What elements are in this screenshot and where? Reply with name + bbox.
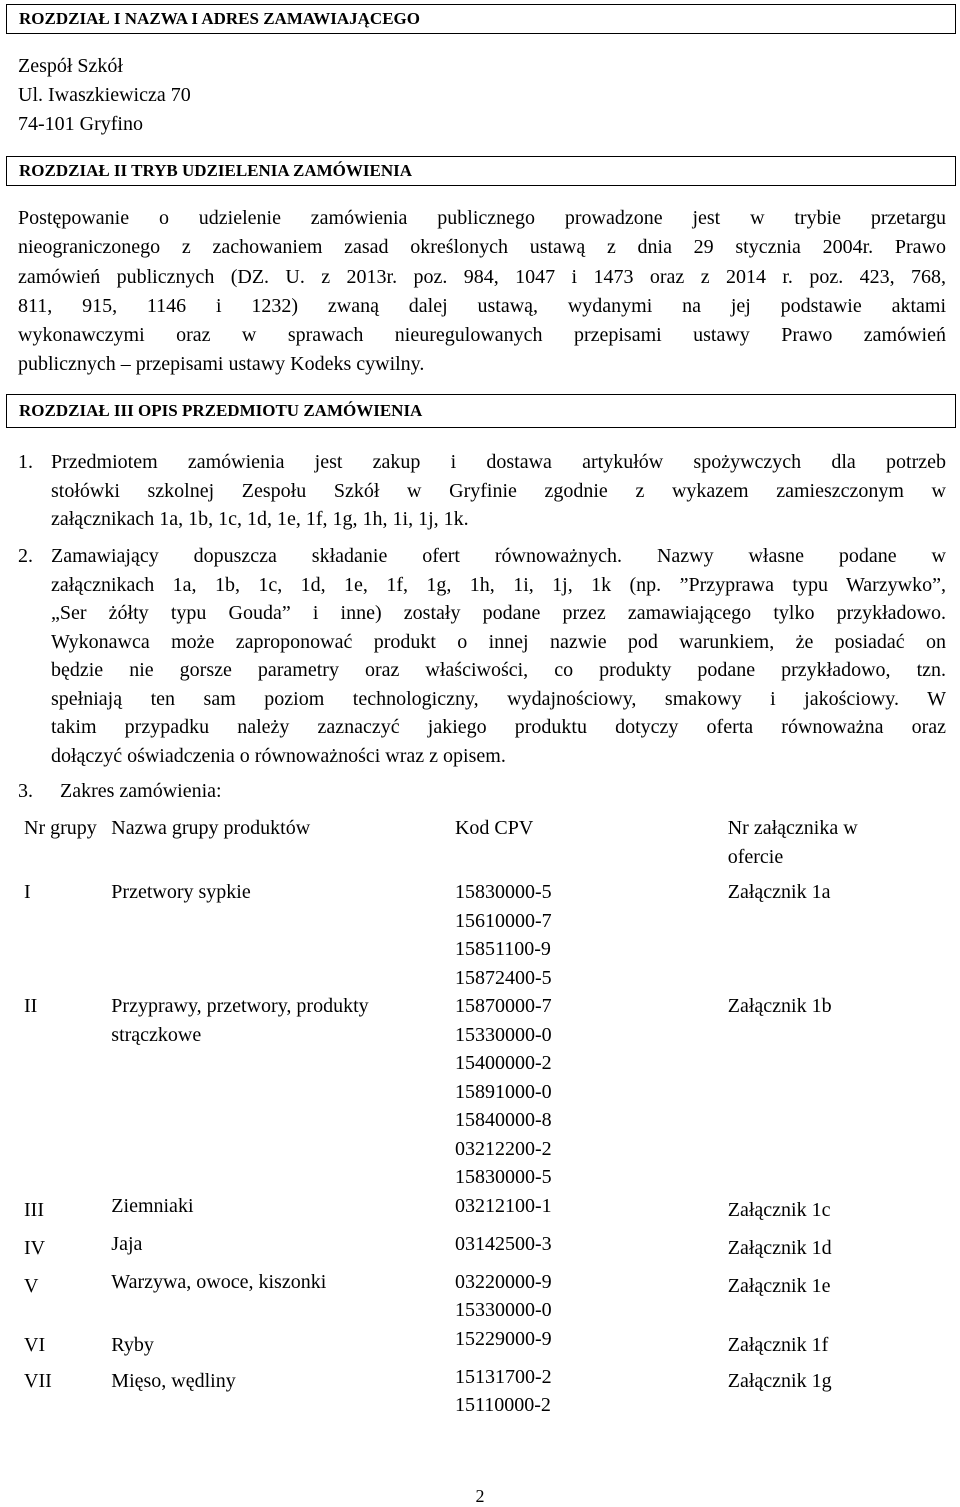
cell-zalacznik: Załącznik 1a [727, 881, 831, 903]
cell-nr: III [24, 1198, 44, 1221]
paragraph-line: nieograniczonego z zachowaniem zasad określonych ustawą z dnia 29 stycznia 2004r. Prawo [18, 236, 946, 259]
address-line: 74-101 Gryfino [18, 113, 143, 135]
cell-cpv [455, 878, 728, 992]
cell-zalacznik: Załącznik 1c [727, 1198, 831, 1221]
list-line: Zakres zamówienia: [60, 780, 222, 802]
header-kod-cpv: Kod CPV [454, 817, 534, 839]
header-nr-grupy: Nr grupy [24, 817, 97, 839]
list-line: załącznikach 1a, 1b, 1c, 1d, 1e, 1f, 1g, 1h, 1i, 1j, 1k (np. ”Przyprawa typu Warzywko”, [51, 573, 946, 596]
cell-zalacznik: Załącznik 1d [727, 1236, 832, 1259]
cell-zalacznik: Załącznik 1f [727, 1333, 829, 1356]
cell-name: Przetwory sypkie [111, 881, 251, 903]
address-line: Zespół Szkół [18, 55, 123, 77]
section1-header: ROZDZIAŁ I NAZWA I ADRES ZAMAWIAJĄCEGO [6, 4, 956, 34]
list-item-2 [18, 545, 946, 773]
table-row [14, 992, 914, 1192]
list-line: dołączyć oświadczenia o równoważności wraz z opisem. [51, 744, 506, 767]
cell-nr: VII [24, 1369, 52, 1392]
cpv-code: 15830000-5 [454, 881, 552, 903]
list-number: 2. [18, 545, 33, 567]
cell-cpv [455, 1363, 728, 1420]
table-row [14, 1230, 914, 1268]
list-line: stołówki szkolnej Zespołu Szkół w Gryfinie zgodnie z wykazem zamieszczonym w [51, 479, 946, 502]
cpv-code: 15330000-0 [454, 1023, 552, 1046]
section2-header: ROZDZIAŁ II TRYB UDZIELENIA ZAMÓWIENIA [6, 156, 956, 186]
list-line: załącznikach 1a, 1b, 1c, 1d, 1e, 1f, 1g, 1h, 1i, 1j, 1k. [51, 508, 469, 530]
header-nr-zalacznika: Nr załącznika w ofercie [727, 817, 858, 868]
cell-name: Ziemniaki [111, 1194, 194, 1217]
cpv-code: 03212200-2 [454, 1137, 552, 1160]
paragraph-line: 811, 915, 1146 i 1232) zwaną dalej ustawą, wydanymi na jej podstawie aktami [18, 294, 946, 317]
page-number: 2 [475, 1486, 485, 1506]
cpv-code: 15131700-2 [454, 1365, 552, 1388]
header-nazwa-grupy: Nazwa grupy produktów [111, 817, 311, 839]
cell-cpv [455, 1268, 728, 1325]
address-line: Ul. Iwaszkiewicza 70 [18, 84, 191, 106]
cpv-code: 15229000-9 [454, 1327, 552, 1350]
cpv-code: 15891000-0 [454, 1080, 552, 1103]
cell-name: Przyprawy, przetwory, produkty strączkowe [111, 995, 369, 1046]
cpv-code: 15830000-5 [454, 1166, 552, 1188]
cell-cpv [455, 992, 728, 1192]
list-line: Przedmiotem zamówienia jest zakup i dostawa artykułów spożywczych dla potrzeb [51, 451, 946, 473]
cpv-code: 15400000-2 [454, 1052, 552, 1074]
list-item-3 [18, 780, 946, 809]
cpv-code: 15872400-5 [454, 966, 552, 989]
cpv-code: 03220000-9 [454, 1270, 552, 1293]
cell-cpv [455, 1192, 728, 1230]
cell-name: Jaja [111, 1232, 143, 1255]
list-line: takim przypadku należy zaznaczyć jakiego produktu dotyczy oferta równoważna oraz [51, 716, 946, 738]
table-row [14, 1268, 914, 1325]
list-line: Zamawiający dopuszcza składanie ofert równoważnych. Nazwy własne podane w [51, 545, 946, 567]
cell-name: Ryby [111, 1333, 154, 1356]
cpv-code: 15330000-0 [454, 1299, 552, 1321]
list-number: 3. [18, 780, 33, 802]
cell-nr: VI [24, 1333, 46, 1356]
paragraph-line: zamówień publicznych (DZ. U. z 2013r. poz. 984, 1047 i 1473 oraz z 2014 r. poz. 423, 768, [18, 265, 946, 288]
section3-header: ROZDZIAŁ III OPIS PRZEDMIOTU ZAMÓWIENIA [6, 394, 956, 428]
cell-nr: II [24, 995, 38, 1017]
list-number: 1. [18, 451, 33, 473]
list-line: „Ser żółty typu Gouda” i inne) zostały podane przez zamawiającego tylko przykładowo. [51, 602, 946, 624]
cpv-code: 15851100-9 [454, 938, 551, 960]
table-header-row [14, 814, 914, 878]
cell-nr: I [24, 881, 31, 903]
table-row [14, 1325, 914, 1363]
list-line: Wykonawca może zaproponować produkt o innej nazwie pod warunkiem, że posiadać on [51, 630, 946, 653]
address-block [18, 52, 191, 139]
cell-name: Warzywa, owoce, kiszonki [111, 1270, 327, 1293]
cell-name: Mięso, wędliny [111, 1369, 236, 1392]
list-line: będzie nie gorsze parametry oraz właściwości, co produkty podane przykładowo, tzn. [51, 659, 946, 681]
paragraph-line: publicznych – przepisami ustawy Kodeks cywilny. [18, 353, 425, 376]
cpv-code: 15110000-2 [454, 1394, 551, 1416]
table-row [14, 1192, 914, 1230]
table-row [14, 878, 914, 992]
cell-cpv [455, 1230, 728, 1268]
list-line: spełniają ten sam poziom technologiczny, wydajnościowy, smakowy i jakościowy. W [51, 687, 946, 710]
cell-zalacznik: Załącznik 1g [727, 1369, 832, 1392]
product-groups-table [14, 814, 914, 1420]
cell-nr: V [24, 1274, 39, 1297]
procedure-paragraph [18, 204, 946, 380]
cpv-code: 03212100-1 [454, 1194, 552, 1217]
cell-zalacznik: Załącznik 1b [727, 995, 832, 1017]
cell-nr: IV [24, 1236, 46, 1259]
table-row [14, 1363, 914, 1420]
paragraph-line: Postępowanie o udzielenie zamówienia publicznego prowadzone jest w trybie przetargu [18, 207, 946, 229]
cpv-code: 03142500-3 [454, 1232, 552, 1255]
list-item-1 [18, 451, 946, 537]
cpv-code: 15610000-7 [454, 909, 552, 932]
cell-zalacznik: Załącznik 1e [727, 1274, 831, 1297]
cell-cpv [455, 1325, 728, 1363]
paragraph-line: wykonawczymi oraz w sprawach nieuregulowanych przepisami ustawy Prawo zamówień [18, 324, 946, 347]
cpv-code: 15840000-8 [454, 1109, 552, 1131]
cpv-code: 15870000-7 [454, 995, 552, 1017]
